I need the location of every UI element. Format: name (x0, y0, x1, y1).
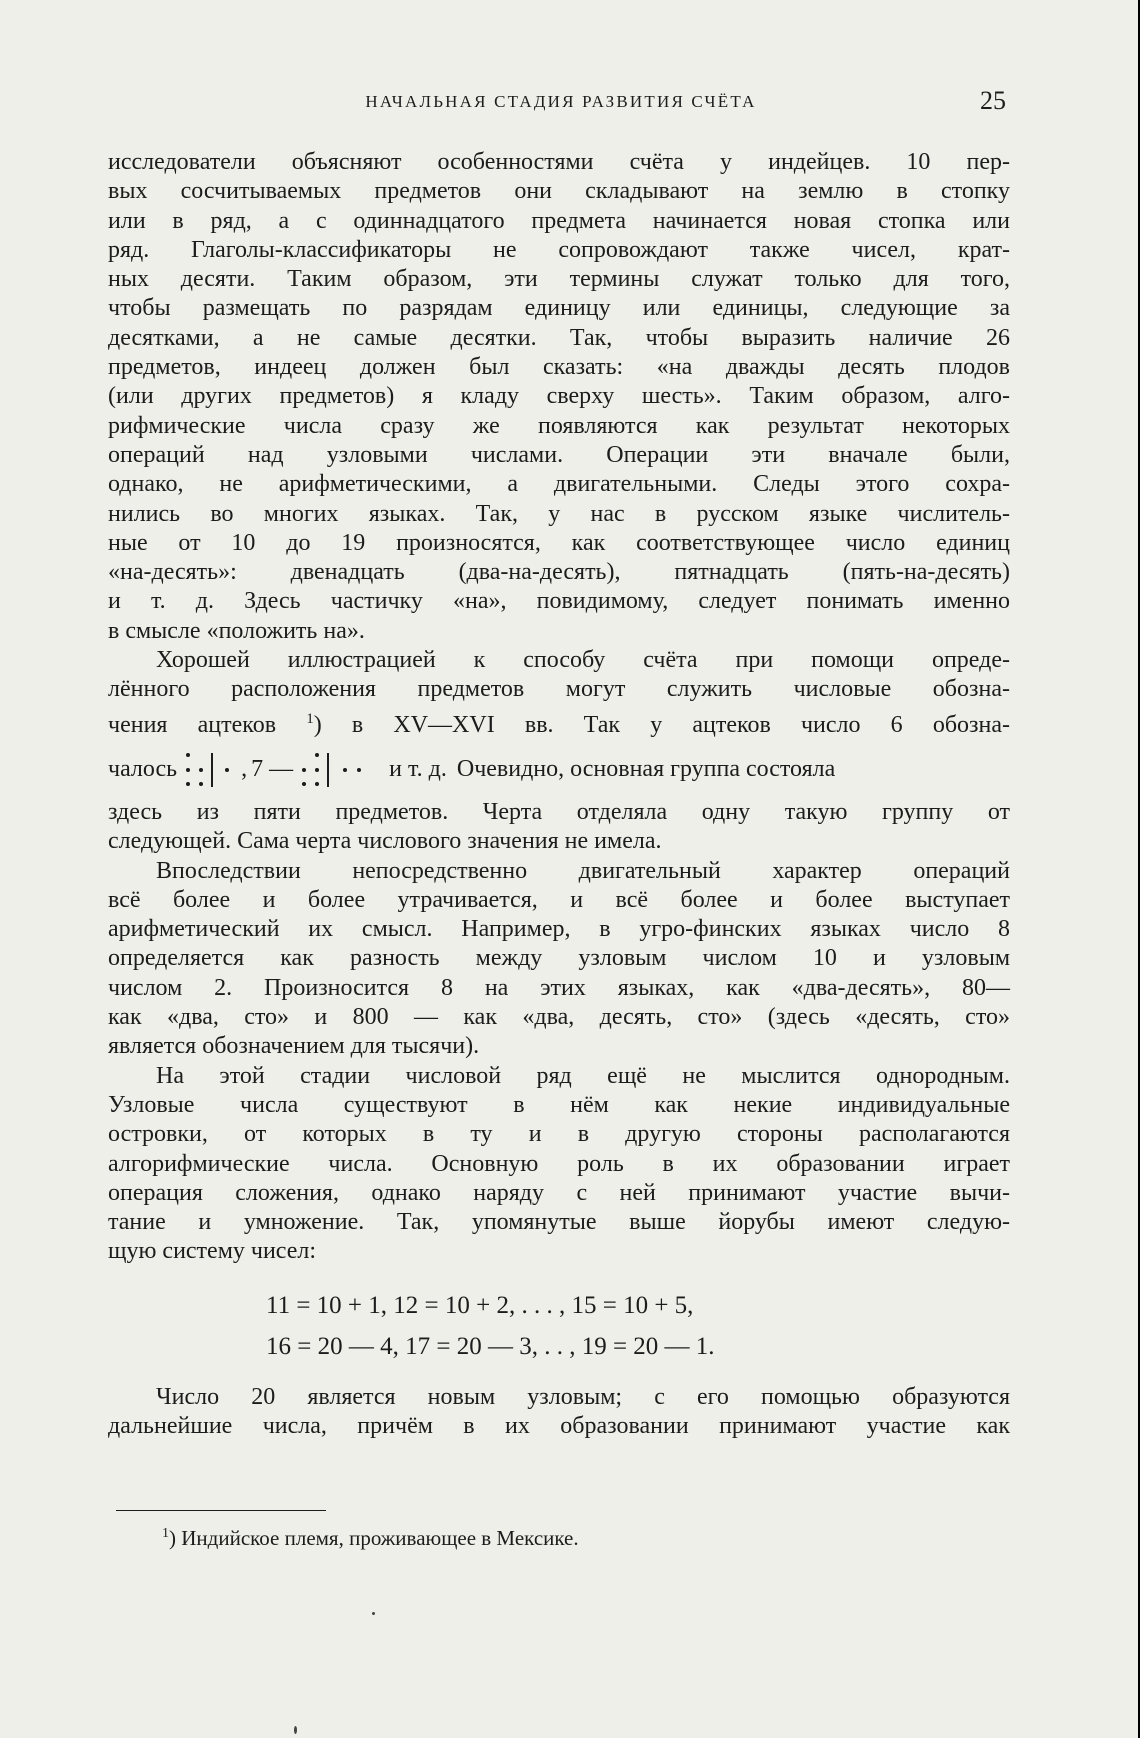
text-line: лённого расположения предметов могут служить числовые обозна- (108, 676, 1010, 703)
aztec-seven-extra-dots (339, 751, 373, 789)
paragraph-4 (108, 1062, 1010, 1267)
text-line: Число 20 является новым узловым; с его помощью образуются (156, 1383, 1010, 1410)
page-number: 25 (980, 86, 1006, 115)
text-fragment: 7 — (251, 756, 294, 783)
text-line: алгорифмические числа. Основную роль в их образовании играет (108, 1150, 1010, 1177)
text-line: рифмические числа сразу же появляются как результат некоторых (108, 412, 1010, 439)
footnote-ref: 1 (306, 710, 314, 727)
formula-line: 11 = 10 + 1, 12 = 10 + 2, . . . , 15 = 10 + 5, (266, 1291, 694, 1319)
text-fragment: Очевидно, основная группа состояла (456, 756, 836, 783)
text-line: однако, не арифметическими, а двигательными. Следы этого сохра- (108, 471, 1010, 498)
text-fragment: и т. д. (389, 756, 447, 783)
text-line: Хорошей иллюстрацией к способу счёта при помощи опреде- (156, 647, 1010, 674)
aztec-seven-symbol (299, 751, 333, 789)
formula-line: 16 = 20 — 4, 17 = 20 — 3, . . , 19 = 20 — 1. (266, 1332, 715, 1360)
text-line: как «два, сто» и 800 — как «два, десять, сто» (здесь «десять, сто» (108, 1004, 1010, 1031)
text-line: вых сосчитываемых предметов они складывают на землю в стопку (108, 178, 1010, 205)
text-line: предметов, индеец должен был сказать: «на дважды десять плодов (108, 354, 1010, 381)
text-line: арифметический их смысл. Например, в угро-финских языках число 8 (108, 916, 1010, 943)
text-line: всё более и более утрачивается, и всё более и более выступает (108, 886, 1010, 913)
text-line: щую систему чисел: (108, 1238, 317, 1265)
footnote-marker-paren: ) (169, 1526, 176, 1550)
text-line: здесь из пяти предметов. Черта отделяла одну такую группу от (108, 798, 1010, 825)
text-line: следующей. Сама черта числового значения не имела. (108, 828, 662, 855)
text-line: ряд. Глаголы-классификаторы не сопровождают также чисел, крат- (108, 236, 1010, 263)
footnote-text: Индийское племя, проживающее в Мексике. (181, 1526, 579, 1550)
text-line: исследователи объясняют особенностями счёта у индейцев. 10 пер- (108, 149, 1010, 175)
text-line: чтобы размещать по разрядам единицу или единицы, следующие за (108, 295, 1010, 322)
print-speck (372, 1612, 375, 1615)
text-fragment: чения ацтеков (108, 711, 277, 738)
aztec-six-extra-dot (223, 751, 235, 789)
text-line: «на-десять»: двенадцать (два-на-десять), пятнадцать (пять-на-десять) (108, 559, 1010, 586)
paragraph-3 (108, 857, 1010, 1062)
text-line: тание и умножение. Так, упомянутые выше йорубы имеют следую- (108, 1209, 1010, 1236)
text-line: островки, от которых в ту и в другую стороны располагаются (108, 1121, 1010, 1148)
text-fragment: чалось (108, 756, 178, 783)
text-line: числом 2. Произносится 8 на этих языках, как «два-десять», 80— (108, 974, 1010, 1001)
footnote (162, 1526, 579, 1551)
paragraph-5 (108, 1383, 1010, 1442)
footnote-rule (116, 1510, 326, 1511)
aztec-six-symbol (183, 751, 217, 789)
text-line (108, 705, 1010, 740)
paragraph-2 (108, 646, 1010, 856)
text-line: или в ряд, а с одиннадцатого предмета начинается новая стопка или (108, 207, 1010, 234)
text-line: ных десяти. Таким образом, эти термины служат только для того, (108, 266, 1010, 293)
formula-block (108, 1285, 1010, 1367)
text-line: является обозначением для тысячи). (108, 1033, 480, 1060)
page-header (112, 86, 1010, 126)
text-line: десятками, а не самые десятки. Так, чтобы выразить наличие 26 (108, 324, 1010, 351)
text-line: Узловые числа существуют в нём как некие индивидуальные (108, 1091, 1010, 1118)
print-speck (294, 1726, 297, 1734)
text-line: дальнейшие числа, причём в их образовании принимают участие как (108, 1412, 1010, 1439)
text-line: определяется как разность между узловым числом 10 и узловым (108, 945, 1010, 972)
text-line: нились во многих языках. Так, у нас в русском языке числитель- (108, 500, 1010, 527)
text-line: Впоследствии непосредственно двигательный характер операций (156, 857, 1010, 884)
footnote-ref-paren: ) (313, 711, 322, 738)
body-text (108, 148, 1010, 1441)
text-line: операций над узловыми числами. Операции эти вначале были, (108, 441, 1010, 468)
text-line: ные от 10 до 19 произносятся, как соответствующее число единиц (108, 529, 1010, 556)
paragraph-1 (108, 148, 1010, 646)
text-line: и т. д. Здесь частичку «на», повидимому, следует понимать именно (108, 588, 1010, 615)
text-line: операция сложения, однако наряду с ней принимают участие вычи- (108, 1179, 1010, 1206)
footnote-marker: 1 (162, 1526, 169, 1541)
text-line: (или других предметов) я кладу сверху шесть». Таким образом, алго- (108, 383, 1010, 410)
text-line: На этой стадии числовой ряд ещё не мыслится однородным. (156, 1062, 1010, 1089)
running-title: НАЧАЛЬНАЯ СТАДИЯ РАЗВИТИЯ СЧЁТА (365, 92, 757, 111)
text-line: в смысле «положить на». (108, 617, 365, 644)
text-fragment: в XV—XVI вв. Так у ацтеков число 6 обозна- (351, 711, 1011, 738)
aztec-symbol-line: чалось , 7 — и т. д. Очевидно, основная группа состояла (108, 742, 1010, 798)
